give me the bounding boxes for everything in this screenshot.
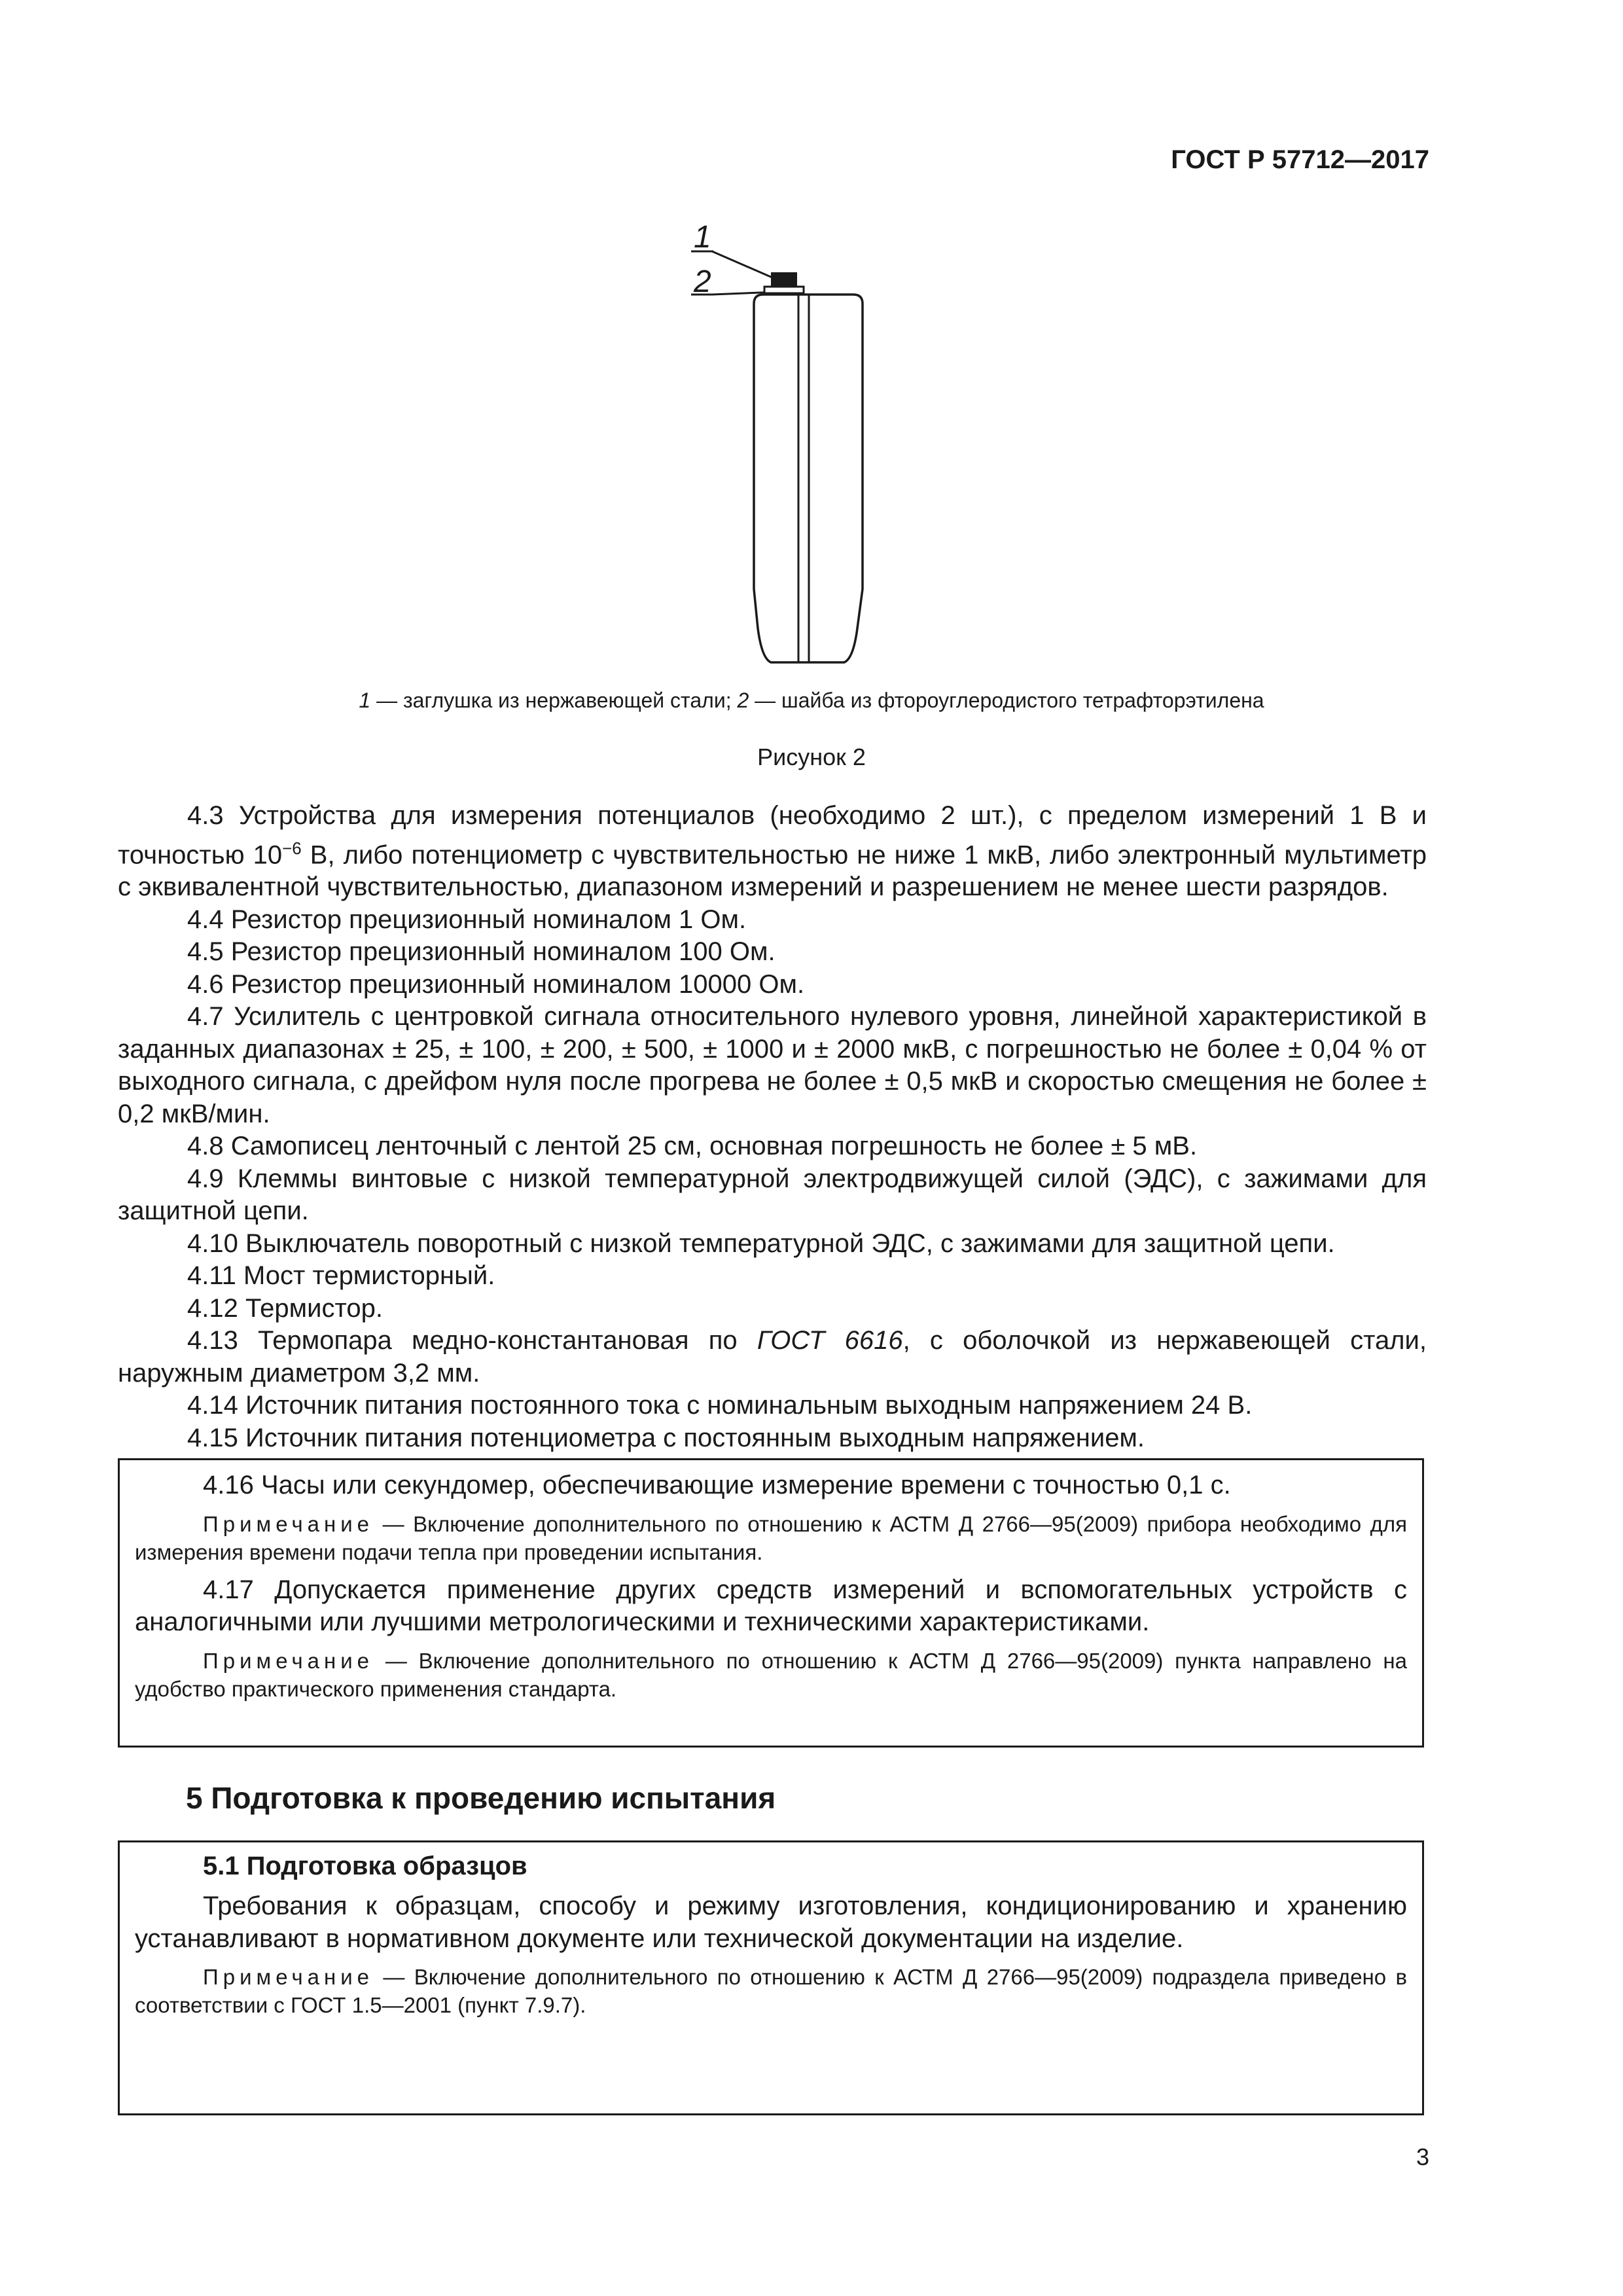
- clause-4-6: 4.6 Резистор прецизионный номиналом 10000 Ом.: [187, 969, 805, 999]
- note-4-17: Примечание — Включение дополнительного по отношению к АСТМ Д 2766—95(2009) пункта направлено на удобство практического применения стандарта.: [135, 1648, 1407, 1701]
- figure-title: Рисунок 2: [757, 744, 866, 770]
- note-5-1: Примечание — Включение дополнительного по отношению к АСТМ Д 2766—95(2009) подраздела приведено в соответствии с ГОСТ 1.5—2001 (пункт 7.9.7).: [135, 1965, 1407, 2017]
- figure-caption: 1 — заглушка из нержавеющей стали; 2 — шайба из фтороуглеродистого тетрафторэтилена: [359, 689, 1264, 712]
- clause-4-12: 4.12 Термистор.: [187, 1293, 383, 1323]
- clause-4-11: 4.11 Мост термисторный.: [187, 1261, 495, 1291]
- figure-2-drawing: [681, 223, 955, 694]
- section-4-text: [118, 800, 1427, 1454]
- callout-1: 1: [694, 223, 711, 255]
- added-clauses-box: [118, 1458, 1424, 1748]
- stainless-plug: [771, 272, 797, 287]
- standard-number: ГОСТ Р 57712—2017: [1171, 145, 1429, 174]
- section-5-heading: 5 Подготовка к проведению испытания: [186, 1781, 776, 1815]
- clause-4-5: 4.5 Резистор прецизионный номиналом 100 Ом.: [187, 937, 776, 967]
- page-number: 3: [1416, 2144, 1429, 2170]
- note-4-16: Примечание — Включение дополнительного по отношению к АСТМ Д 2766—95(2009) прибора необходимо для измерения времени подачи тепла при проведении испытания.: [135, 1511, 1407, 1564]
- subsection-5-1-heading: 5.1 Подготовка образцов: [203, 1852, 527, 1880]
- callout-2: 2: [694, 264, 711, 299]
- clause-4-17: 4.17 Допускается применение других средств измерений и вспомогательных устройств с аналогичными или лучшими метрологическими и техническими характеристиками.: [135, 1575, 1407, 1636]
- subsection-5-1-box: [118, 1840, 1424, 2115]
- clause-4-3: 4.3 Устройства для измерения потенциалов (необходимо 2 шт.), с пределом измерений 1 В и точностью $10^{-6}$ В, либо потенциометр с чувствительностью не ниже 1 мкВ, либо электронный мультиметр с эквивалентной чувствительностью, диапазоном измерений и разрешением не менее шести разрядов.: [118, 801, 1427, 902]
- clause-4-16: 4.16 Часы или секундомер, обеспечивающие измерение времени с точностью 0,1 с.: [203, 1471, 1231, 1499]
- clause-4-14: 4.14 Источник питания постоянного тока с номинальным выходным напряжением 24 В.: [187, 1391, 1253, 1420]
- clause-4-15: 4.15 Источник питания потенциометра с постоянным выходным напряжением.: [187, 1423, 1145, 1452]
- clause-4-9: 4.9 Клеммы винтовые с низкой температурной электродвижущей силой (ЭДС), с зажимами для защитной цепи.: [118, 1164, 1427, 1226]
- clause-4-8: 4.8 Самописец ленточный с лентой 25 см, основная погрешность не более ± 5 мВ.: [187, 1132, 1198, 1161]
- ptfe-washer: [764, 287, 804, 293]
- clause-5-1-text: Требования к образцам, способу и режиму изготовления, кондиционированию и хранению устанавливают в нормативном документе или технической документации на изделие.: [135, 1892, 1407, 1953]
- clause-4-10: 4.10 Выключатель поворотный с низкой температурной ЭДС, с зажимами для защитной цепи.: [187, 1229, 1335, 1258]
- clause-4-7: 4.7 Усилитель с центровкой сигнала относительного нулевого уровня, линейной характеристикой в заданных диапазонах ± 25, ± 100, ± 200, ± 500, ± 1000 и ± 2000 мкВ, с погрешностью не более ± 0,04 % от выходного сигнала, с дрейфом нуля после прогрева не более ± 0,5 мкВ и скоростью смещения не более ± 0,2 мкВ/мин.: [118, 1002, 1427, 1128]
- clause-4-4: 4.4 Резистор прецизионный номиналом 1 Ом.: [187, 905, 747, 934]
- clause-4-13: 4.13 Термопара медно-константановая по ГОСТ 6616, с оболочкой из нержавеющей стали, наружным диаметром 3,2 мм.: [118, 1326, 1427, 1388]
- gost-6616-reference: ГОСТ 6616: [757, 1326, 903, 1355]
